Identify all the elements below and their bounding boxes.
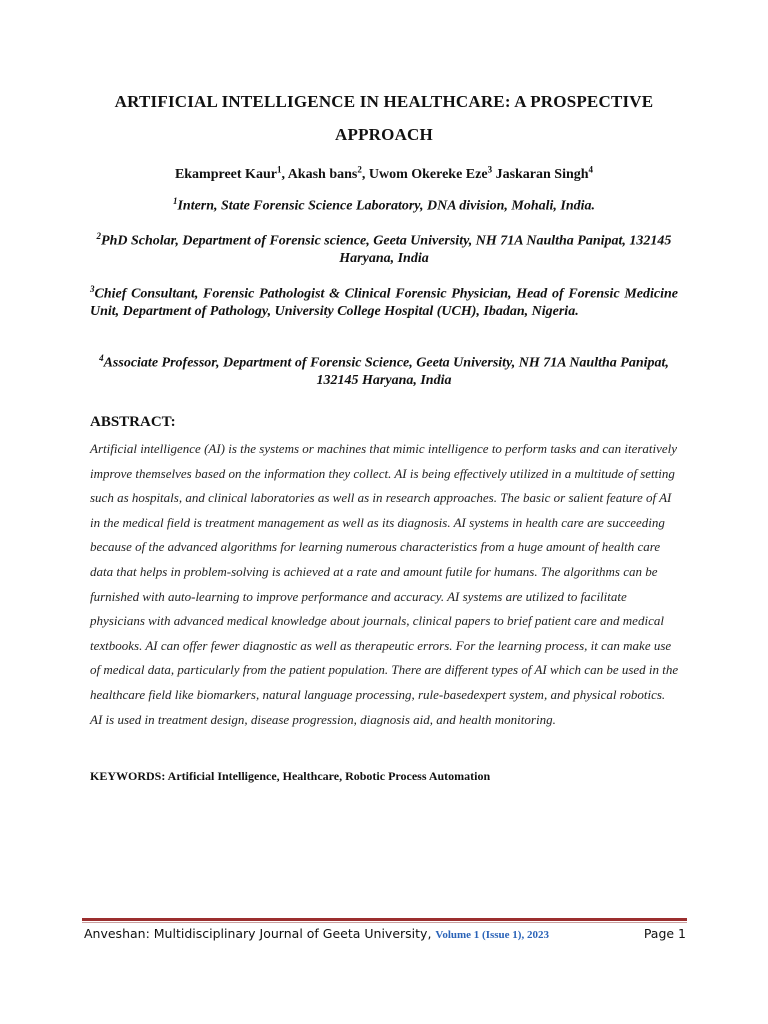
affiliation-2: $^2$PhD Scholar, Department of Forensic science, Geeta University, NH 71A Naultha Panipat, 132145 Haryana, India xyxy=(96,231,672,266)
author-2: Akash bans$^2$, xyxy=(287,164,369,182)
abstract-heading: ABSTRACT: xyxy=(90,414,176,430)
journal-name: Anveshan: Multidisciplinary Journal of Geeta University, xyxy=(84,926,436,941)
paper-title-line-2: APPROACH xyxy=(335,125,433,144)
author-4: Jaskaran Singh$^4$ xyxy=(495,164,594,182)
page-footer xyxy=(84,926,686,942)
abstract-text: Artificial intelligence (AI) is the systems or machines that mimic intelligence to perform tasks and can iteratively improve themselves based on the information they collect. AI is being effectively utilized in a multitude of setting such as hospitals, and clinical laboratories as well as in research approaches. The basic or salient feature of AI in the medical field is treatment management as well as its diagnosis. AI systems in health care are succeeding because of the advanced algorithms for learning numerous characteristics from a huge amount of health care data that helps in problem-solving is achieved at a rate and amount futile for humans. The algorithms can be furnished with auto-learning to improve performance and accuracy. AI systems are utilized to facilitate physicians with advanced medical knowledge about journals, clinical papers to brief patient care and medical textbooks. AI can offer fewer diagnostic as well as therapeutic errors. For the learning process, it can make use of medical data, particularly from the patient population. There are different types of AI which can be used in the healthcare field like biomarkers, natural language processing, rule-basedexpert system, and physical robotics. AI is used in treatment design, disease progression, diagnosis aid, and health monitoring. xyxy=(90,441,679,727)
keywords xyxy=(90,769,690,784)
paper-title-line-1: ARTIFICIAL INTELLIGENCE IN HEALTHCARE: A PROSPECTIVE xyxy=(114,92,654,111)
author-3: Uwom Okereke Eze$^3$ xyxy=(368,164,493,182)
affiliation-3: $^3$Chief Consultant, Forensic Pathologist & Clinical Forensic Physician, Head of Forensic Medicine Unit, Department of Pathology, University College Hospital (UCH), Ibadan, Nigeria. xyxy=(90,284,678,319)
affiliation-1: $^1$Intern, State Forensic Science Laboratory, DNA division, Mohali, India. xyxy=(172,196,596,214)
author-list xyxy=(60,164,708,183)
footer-rule-shadow xyxy=(82,922,687,923)
page-number: Page 1 xyxy=(643,926,686,941)
journal-volume: Volume 1 (Issue 1), 2023 xyxy=(435,929,549,941)
author-1: Ekampreet Kaur$^1$, xyxy=(174,164,288,182)
affiliation-4: $^4$Associate Professor, Department of Forensic Science, Geeta University, NH 71A Naultha Panipat, 132145 Haryana, India xyxy=(99,353,669,388)
keywords-label: KEYWORDS: xyxy=(90,769,166,783)
keywords-text: Artificial Intelligence, Healthcare, Robotic Process Automation xyxy=(165,769,491,783)
footer-rule xyxy=(82,918,687,921)
